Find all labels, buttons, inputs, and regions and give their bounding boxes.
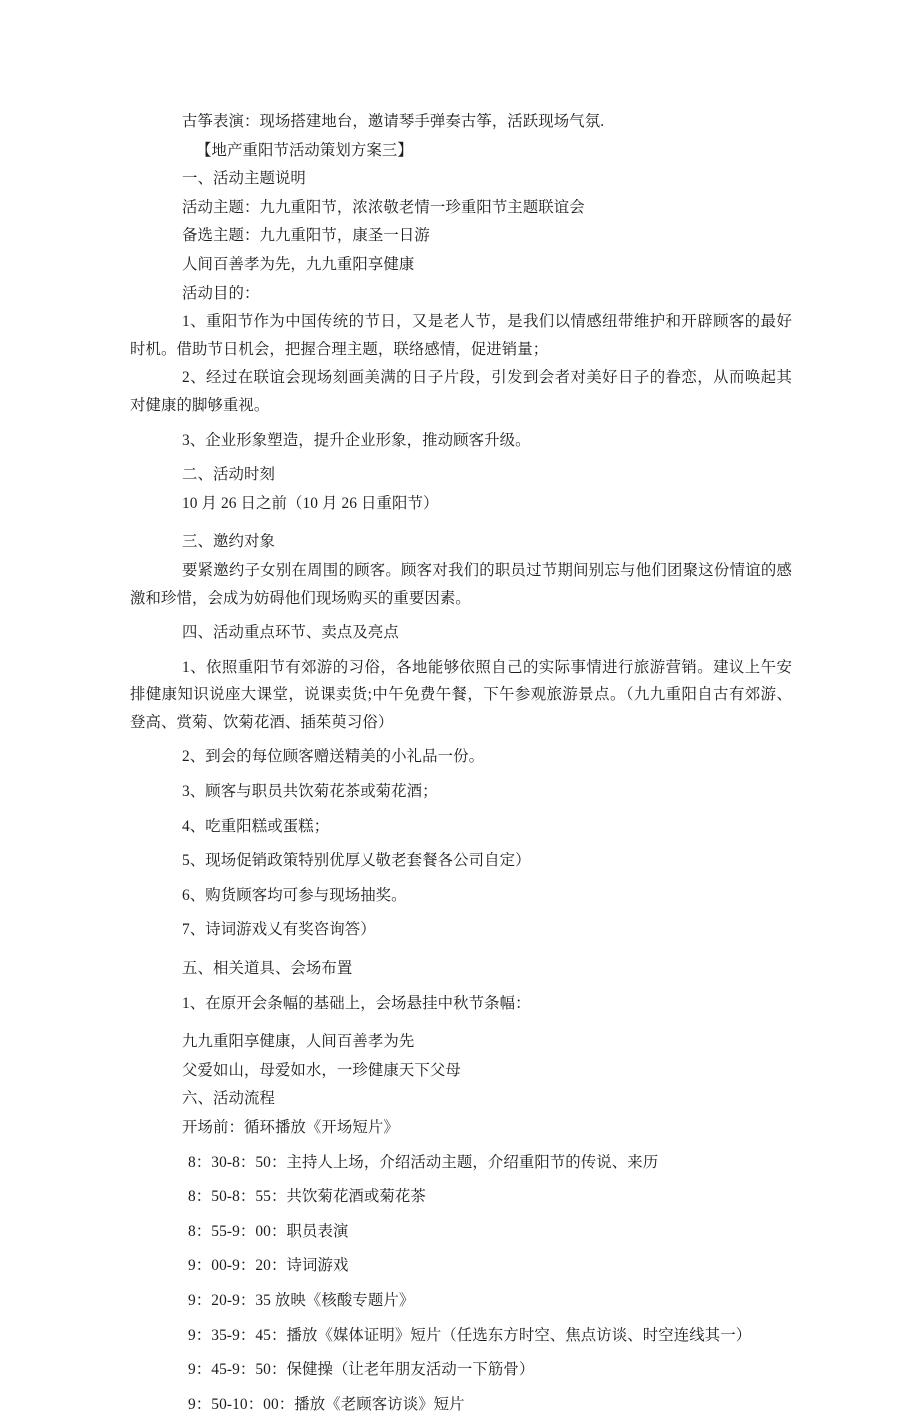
section-2-body: 10 月 26 日之前（10 月 26 日重阳节） xyxy=(182,494,439,512)
schedule-row-7: 9：45-9：50：保健操（让老年朋友活动一下筋骨） xyxy=(188,1361,535,1379)
activity-theme-alternate: 备选主题：九九重阳节，康圣一日游 xyxy=(182,227,430,245)
section-4-item-2: 2、到会的每位顾客赠送精美的小礼品一份。 xyxy=(182,748,485,766)
schedule-row-3: 8：55-9：00：职员表演 xyxy=(188,1222,349,1240)
schedule-row-6: 9：35-9：45：播放《媒体证明》短片（任选东方时空、焦点访谈、时空连线其一） xyxy=(188,1326,752,1344)
activity-purpose-label: 活动目的： xyxy=(182,284,260,302)
section-4-item-5: 5、现场促销政策特别优厚乂敬老套餐各公司自定） xyxy=(182,852,531,870)
section-4-item-3: 3、顾客与职员共饮菊花茶或菊花酒； xyxy=(182,783,438,801)
section-4-heading: 四、活动重点环节、卖点及亮点 xyxy=(182,624,399,642)
schedule-row-5: 9：20-9：35 放映《核酸专题片》 xyxy=(188,1291,415,1309)
venue-banner-1: 九九重阳享健康，人间百善孝为先 xyxy=(182,1033,415,1051)
document-body xyxy=(130,108,792,1418)
activity-purpose-item-2: 2、经过在联谊会现场刻画美满的日子片段，引发到会者对美好日子的眷恋，从而唤起其对健康的脚够重视。 xyxy=(130,369,792,414)
activity-theme-main: 活动主题：九九重阳节，浓浓敬老情一珍重阳节主题联谊会 xyxy=(182,198,585,216)
section-1-heading: 一、活动主题说明 xyxy=(182,170,306,188)
schedule-prelude: 开场前：循环播放《开场短片》 xyxy=(182,1119,399,1136)
section-5-heading: 五、相关道具、会场布置 xyxy=(182,960,353,978)
schedule-row-2: 8：50-8：55：共饮菊花酒或菊花茶 xyxy=(188,1188,426,1206)
section-3-heading: 三、邀约对象 xyxy=(182,533,275,551)
section-4-item-7: 7、诗词游戏乂有奖咨询答） xyxy=(182,921,376,939)
section-6-heading: 六、活动流程 xyxy=(182,1090,275,1108)
section-4-item-6: 6、购货顾客均可参与现场抽奖。 xyxy=(182,886,407,904)
section-5-item-1: 1、在原开会条幅的基础上，会场悬挂中秋节条幅： xyxy=(182,994,531,1012)
section-3-body: 要紧邀约子女别在周围的顾客。顾客对我们的职员过节期间别忘与他们团聚这份情谊的感激和珍惜，会成为妨碍他们现场购买的重要因素。 xyxy=(130,561,792,607)
venue-banner-2: 父爱如山，母爱如水，一珍健康天下父母 xyxy=(182,1061,461,1079)
schedule-row-4: 9：00-9：20：诗词游戏 xyxy=(188,1257,349,1275)
activity-purpose-item-1: 1、重阳节作为中国传统的节日，又是老人节，是我们以情感纽带维护和开辟顾客的最好时机。借助节日机会，把握合理主题，联络感情，促进销量； xyxy=(130,313,792,358)
section-2-heading: 二、活动时刻 xyxy=(182,466,275,484)
section-4-item-4: 4、吃重阳糕或蛋糕； xyxy=(182,817,330,835)
activity-theme-slogan: 人间百善孝为先，九九重阳享健康 xyxy=(182,255,415,273)
activity-purpose-item-3: 3、企业形象塑造，提升企业形象，推动顾客升级。 xyxy=(182,431,531,449)
schedule-row-8: 9：50-10：00：播放《老顾客访谈》短片 xyxy=(188,1395,465,1413)
section-4-item-1: 1、依照重阳节有郊游的习俗，各地能够依照自己的实际事情进行旅游营销。建议上午安排健康知识说座大课堂，说课卖货;中午免费午餐，下午参观旅游景点。（九九重阳自古有郊游、登高、赏菊、饮菊花酒、插茱萸习俗） xyxy=(130,658,792,731)
plan-title: 【地产重阳节活动策划方案三】 xyxy=(196,141,413,159)
schedule-row-1: 8：30-8：50：主持人上场，介绍活动主题，介绍重阳节的传说、来历 xyxy=(188,1153,659,1171)
paragraph-lead-line: 古筝表演：现场搭建地台，邀请琴手弹奏古筝，活跃现场气氛. xyxy=(182,113,605,130)
